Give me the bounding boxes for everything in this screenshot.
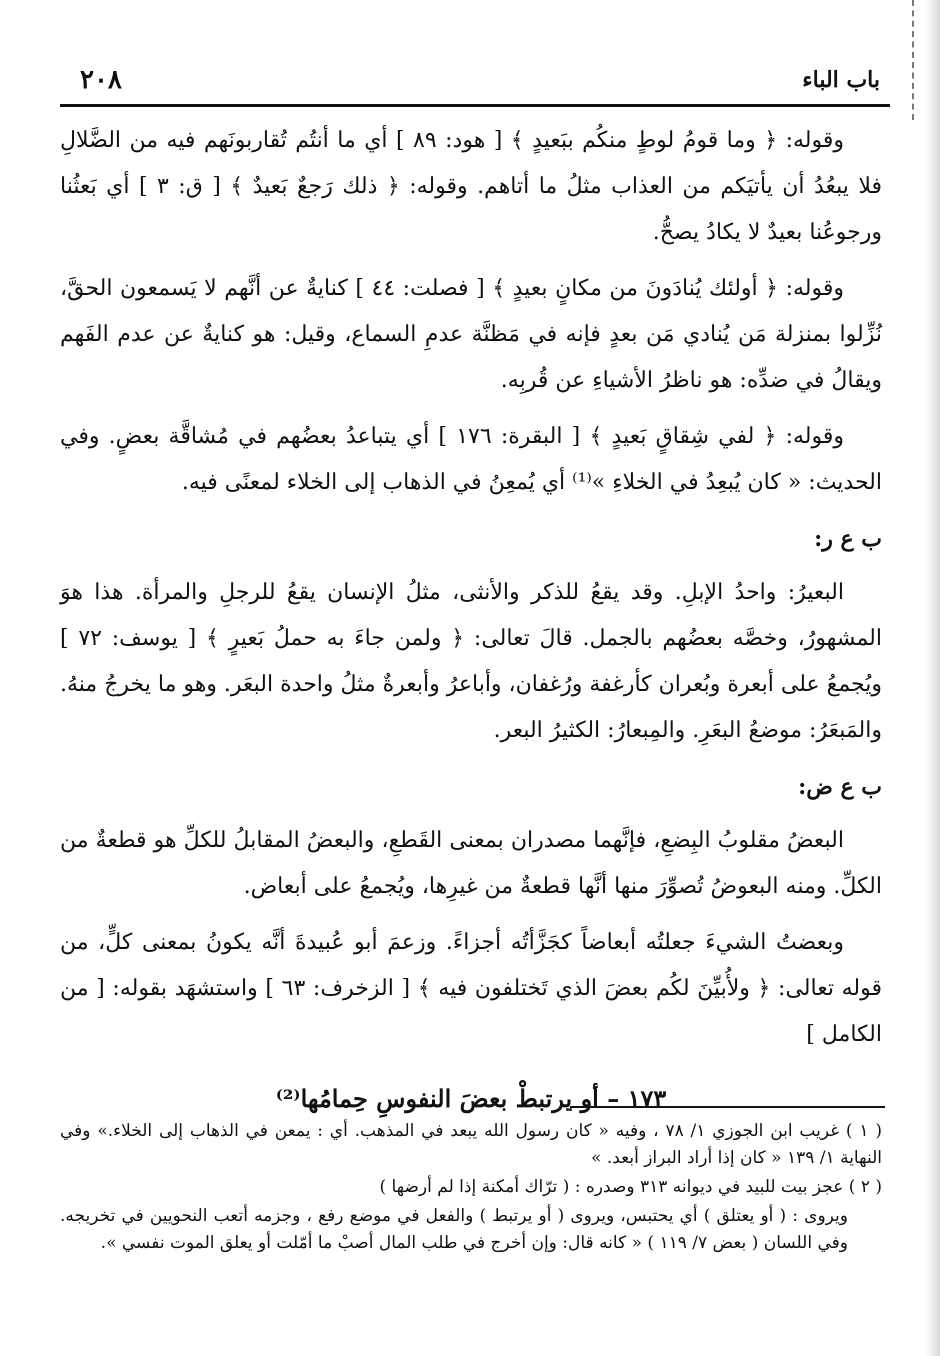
paragraph: وقوله: ﴿ وما قومُ لوطٍ منكُم ببَعيدٍ ﴾ [ هود: ٨٩ ] أي ما أنتُم تُقاربونَهم فيه من الضَّلالِ فلا يبعُدُ أن يأتيَكم من العذاب مثلُ ما أتاهم. وقوله: ﴿ ذلك رَجعٌ بَعيدٌ ﴾ [ ق: ٣ ] أي بَعثُنا ورجوعُنا بعيدٌ لا يكادُ يصحُّ. — [60, 128, 882, 245]
footnote-rule — [570, 1106, 885, 1108]
main-text — [60, 118, 882, 1122]
header-rule — [60, 104, 890, 107]
paragraph: وقوله: ﴿ أولئك يُنادَونَ من مكانٍ بعيدٍ ﴾ [ فصلت: ٤٤ ] كنايةٌ عن أنَّهم لا يَسمعون الحقَّ، نُزِّلوا بمنزلة مَن يُنادي مَن بعدٍ فإنه في مَظنَّة عدمِ السماع، وقيل: هو كنايةٌ عن عدم الفَهم ويقالُ في ضدِّه: هو ناظرُ الأشياءِ عن قُربِه. — [60, 276, 882, 393]
footnote-1: ( ١ ) غريب ابن الجوزي ١/ ٧٨ ، وفيه « كان رسول الله يبعد في المذهب. أي : يمعن في الذهاب إلى الخلاء.» وفي النهاية ١/ ١٣٩ « كان إذا أراد البراز أبعد. » — [60, 1121, 882, 1168]
scan-edge-shadow — [926, 0, 940, 1356]
footnote-2-continued: ويروى : ( أو يعتلق ) أي يحتبس، ويروى ( أو يرتبط ) والفعل في موضع رفع ، وجزمه أتعب النحويين في تخريجه. وفي اللسان ( بعض ٧/ ١١٩ ) « كانه قال: وإن أخرج في طلب المال أصبْ ما أمّلت أو يعلق الموت نفسي ». — [60, 1206, 848, 1253]
page-header — [80, 60, 880, 100]
entry-text-baad: وبعضتُ الشيءَ جعلتُه أبعاضاً كجَزَّأتُه أجزاءً. وزعمَ أبو عُبيدةَ أنَّه يكونُ بمعنى كلٍّ، من قوله تعالى: ﴿ ولأُبيِّنَ لكُم بعضَ الذي تَختلفون فيه ﴾ [ الزخرف: ٦٣ ] واستشهَد بقوله: [ من الكامل ] — [60, 930, 882, 1047]
footnote-2: ( ٢ ) عجز بيت للبيد في ديوانه ٣١٣ وصدره : ( ترّاك أمكنة إذا لم أرضها ) — [379, 1177, 882, 1197]
paragraph: وقوله: ﴿ لفي شِقاقٍ بَعيدٍ ﴾ [ البقرة: ١٧٦ ] أي يتباعدُ بعضُهم في مُشاقَّة بعضٍ. وفي الحديث: « كان يُبعِدُ في الخلاءِ »⁽¹⁾ أي يُمعِنُ في الذهاب إلى الخلاء لمعنًى فيه. — [60, 424, 882, 495]
poetry-verse: ١٧٣ – أو يرتبطْ بعضَ النفوسِ حِمامُها⁽²⁾ — [275, 1084, 667, 1113]
scan-edge-mark — [912, 0, 918, 120]
chapter-title: باب الباء — [802, 67, 880, 93]
entry-heading-baad: ب ع ض: — [798, 774, 882, 800]
entry-heading-baar: ب ع ر: — [814, 526, 882, 552]
footnotes — [60, 1118, 882, 1259]
entry-text-baar: البعيرُ: واحدُ الإبلِ. وقد يقعُ للذكر والأنثى، مثلُ الإنسان يقعُ للرجلِ والمرأة. هذا هوَ المشهورُ، وخصَّه بعضُهم بالجمل. قالَ تعالى: ﴿ ولمن جاءَ به حملُ بَعيرٍ ﴾ [ يوسف: ٧٢ ] ويُجمعُ على أبعرة وبُعران كأرغفة ورُغفان، وأباعرُ وأبعرةٌ مثلُ واحدة البعَر. وهو ما يخرجُ منهُ. والمَبعَرُ: موضعُ البعَرِ. والمِبعارُ: الكثيرُ البعر. — [60, 580, 882, 743]
page-number: ٢٠٨ — [80, 65, 122, 95]
entry-text-baad: البعضُ مقلوبُ البِضعِ، فإنَّهما مصدران بمعنى القَطعِ، والبعضُ المقابلُ للكلِّ هو قطعةٌ من الكلِّ. ومنه البعوضُ تُصوِّرَ منها أنَّها قطعةٌ من غيرِها، ويُجمعُ على أبعاض. — [60, 828, 882, 899]
